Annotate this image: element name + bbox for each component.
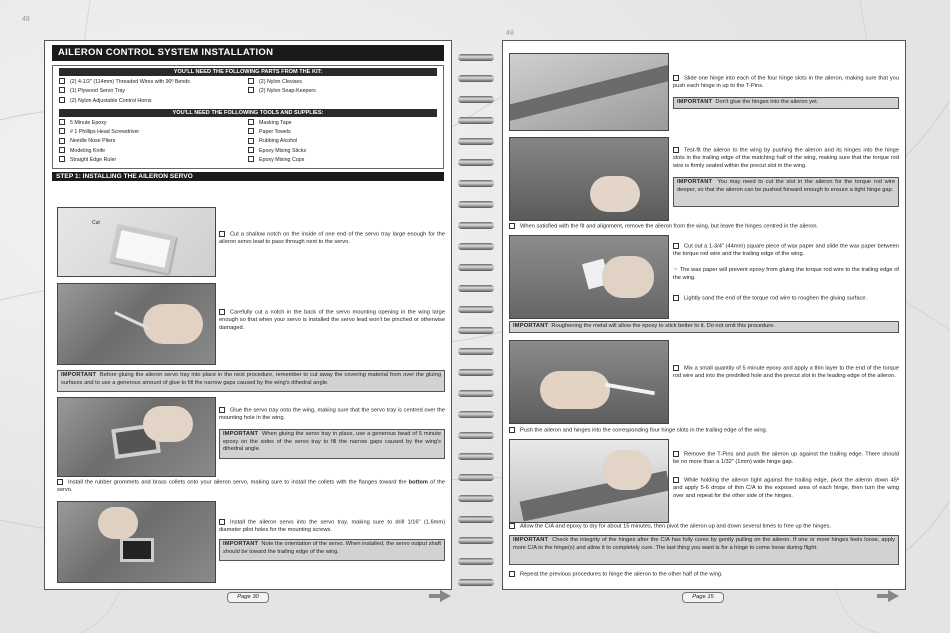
checkbox-icon	[248, 78, 254, 84]
list-item: (2) Nylon Adjustable Control Horns	[59, 97, 248, 106]
list-item: # 1 Phillips Head Screwdriver	[59, 128, 248, 137]
instruction-text: Install the aileron servo into the servo tray, making sure to drill 1/16" (1.6mm) diameter pilot holes for the mounting screws.	[219, 519, 445, 534]
margin-number-right: 48	[506, 30, 514, 37]
important-note: IMPORTANT You may need to cut the slot in the aileron for the torque rod wire deeper, so that the aileron can be pushed forward enough to ensure a tight hinge gap.	[673, 177, 899, 207]
parts-box	[52, 65, 444, 169]
next-arrow-icon	[888, 590, 899, 602]
right-page	[502, 40, 906, 590]
list-item: Masking Tape	[248, 119, 437, 128]
important-note: IMPORTANT Don't glue the hinges into the aileron yet.	[673, 97, 899, 109]
checkbox-icon	[59, 78, 65, 84]
list-item: (2) Nylon Snap-Keepers	[248, 87, 437, 96]
important-note: IMPORTANT Note the orientation of the servo. When installed, the servo output shaft should be toward the trailing edge of the wing.	[219, 539, 445, 561]
checkbox-icon	[248, 87, 254, 93]
step-heading: STEP 1: INSTALLING THE AILERON SERVO	[52, 172, 444, 181]
instruction-text: Cut out a 1-3/4" (44mm) square piece of wax paper and slide the wax paper between the torque rod wire and the trailing edge of the wing.	[673, 243, 899, 258]
checkbox-icon	[248, 156, 254, 162]
list-item: Modeling Knife	[59, 147, 248, 156]
parts-heading: YOU'LL NEED THE FOLLOWING PARTS FROM THE KIT:	[59, 68, 437, 76]
checkbox-icon	[59, 147, 65, 153]
instruction-text: Push the aileron and hinges into the corresponding four hinge slots in the trailing edge of the wing.	[509, 427, 901, 435]
list-item: 5 Minute Epoxy	[59, 119, 248, 128]
checkbox-icon	[59, 138, 65, 144]
parts-left-list	[59, 78, 248, 106]
tools-right-list	[248, 119, 437, 165]
list-item: Rubbing Alcohol	[248, 137, 437, 146]
instruction-text: While holding the aileron tight against the trailing edge, pivot the aileron down 45º and apply 5-6 drops of thin C/A to the exposed area of each hinge, then turn the wing over and repeat for the other side of the hinges.	[673, 477, 899, 499]
list-item: Epoxy Mixing Cups	[248, 156, 437, 165]
parts-right-list	[248, 78, 437, 106]
list-item: Straight Edge Ruler	[59, 156, 248, 165]
pointing-hand-icon: ☞	[673, 267, 679, 273]
cut-label: Cut	[92, 220, 100, 226]
ca-glue-photo	[509, 439, 669, 523]
spiral-binding	[456, 30, 496, 610]
test-fit-photo	[509, 137, 669, 221]
checkbox-icon	[248, 128, 254, 134]
tools-left-list	[59, 119, 248, 165]
instruction-text: Mix a small quantity of 5 minute epoxy and apply a thin layer to the end of the torque rod wire and into the predrilled hole and the precut slot in the leading edge of the aileron.	[673, 365, 899, 380]
note-text: ☞ The wax paper will prevent epoxy from gluing the torque rod wire to the trailing edge of the wing.	[673, 267, 899, 281]
list-item: Epoxy Mixing Sticks	[248, 147, 437, 156]
list-item: (2) 4-1/2" (114mm) Threaded Wires with 90º Bends	[59, 78, 248, 87]
page-title: AILERON CONTROL SYSTEM INSTALLATION	[52, 45, 444, 61]
checkbox-icon	[59, 128, 65, 134]
aileron-hinges-photo	[509, 53, 669, 131]
list-item: Needle Nose Pliers	[59, 137, 248, 146]
checkbox-icon	[59, 87, 65, 93]
important-note: IMPORTANT When gluing the servo tray in place, use a generous bead of 5 minute epoxy on the sides of the servo tray to fill the narrow gaps caused by the wing's dihedral angle.	[219, 429, 445, 459]
next-arrow-icon	[440, 590, 451, 602]
checkbox-icon	[59, 119, 65, 125]
instruction-text: Cut a shallow notch on the inside of one end of the servo tray large enough for the aileron servo lead to pass through next to the servo.	[219, 231, 445, 246]
checkbox-icon	[248, 138, 254, 144]
instruction-text: Install the rubber grommets and brass collets onto your aileron servo, making sure to install the collets with the flanges toward the bottom of the servo.	[57, 479, 445, 494]
instruction-text: Repeat the previous procedures to hinge the aileron to the other half of the wing.	[509, 571, 901, 579]
tools-heading: YOU'LL NEED THE FOLLOWING TOOLS AND SUPPLIES:	[59, 109, 437, 117]
wax-paper-photo	[509, 235, 669, 319]
checkbox-icon	[59, 156, 65, 162]
list-item: (1) Plywood Servo Tray	[59, 87, 248, 96]
margin-number-left: 48	[22, 16, 30, 23]
list-item: (2) Nylon Clevises	[248, 78, 437, 87]
instruction-text: When satisfied with the fit and alignment, remove the aileron from the wing, but leave the hinges centred in the aileron.	[509, 223, 901, 231]
important-note: IMPORTANT Roughening the metal will allow the epoxy to stick better to it. Do not omit this procedure.	[509, 321, 899, 333]
important-note: IMPORTANT Check the integrity of the hinges after the C/A has fully cures by gently pulling on the aileron. If one or more hinges feels loose, apply more C/A to the hinge(s) and allow it to completely cure. The last thing you want is for a hinge to come loose during flight.	[509, 535, 899, 565]
checkbox-icon	[59, 97, 65, 103]
instruction-text: Remove the T-Pins and push the aileron up against the trailing edge. There should be no more than a 1/32" (1mm) wide hinge gap.	[673, 451, 899, 466]
page-number: Page 30	[227, 592, 269, 603]
instruction-text: Allow the C/A and epoxy to dry for about 15 minutes, then pivot the aileron up and down several times to free up the hinges.	[509, 523, 901, 531]
checkbox-icon	[248, 147, 254, 153]
instruction-text: Slide one hinge into each of the four hinge slots in the aileron, making sure that you push each hinge in up to the T-Pins.	[673, 75, 899, 90]
checkbox-icon	[248, 119, 254, 125]
epoxy-photo	[509, 340, 669, 424]
install-servo-photo	[57, 501, 216, 583]
list-item: Paper Towels	[248, 128, 437, 137]
instruction-text: Glue the servo tray onto the wing, making sure that the servo tray is centred over the mounting hole in the wing.	[219, 407, 445, 422]
instruction-text: Lightly sand the end of the torque rod wire to roughen the gluing surface.	[673, 295, 899, 303]
wing-notch-photo	[57, 283, 216, 365]
servo-tray-photo	[57, 207, 216, 277]
page-number: Page 15	[682, 592, 724, 603]
instruction-text: Carefully cut a notch in the back of the servo mounting opening in the wing large enough so that when your servo is installed the servo lead won't be pinched or otherwise damaged.	[219, 309, 445, 331]
glue-tray-photo	[57, 397, 216, 477]
left-page	[44, 40, 452, 590]
important-note: IMPORTANT Before gluing the aileron servo tray into place in the next procedure, remember to cut away the covering material from over the gluing surfaces and to use a generous amount of glue to fill the narrow gaps caused by the wing's dihedral angle.	[57, 370, 445, 392]
instruction-text: Test-fit the aileron to the wing by pushing the aileron and its hinges into the hinge slots in the trailing edge of the matching half of the wing, making sure that the torque rod wire is firmly seated within the precut slot in the wing.	[673, 147, 899, 169]
